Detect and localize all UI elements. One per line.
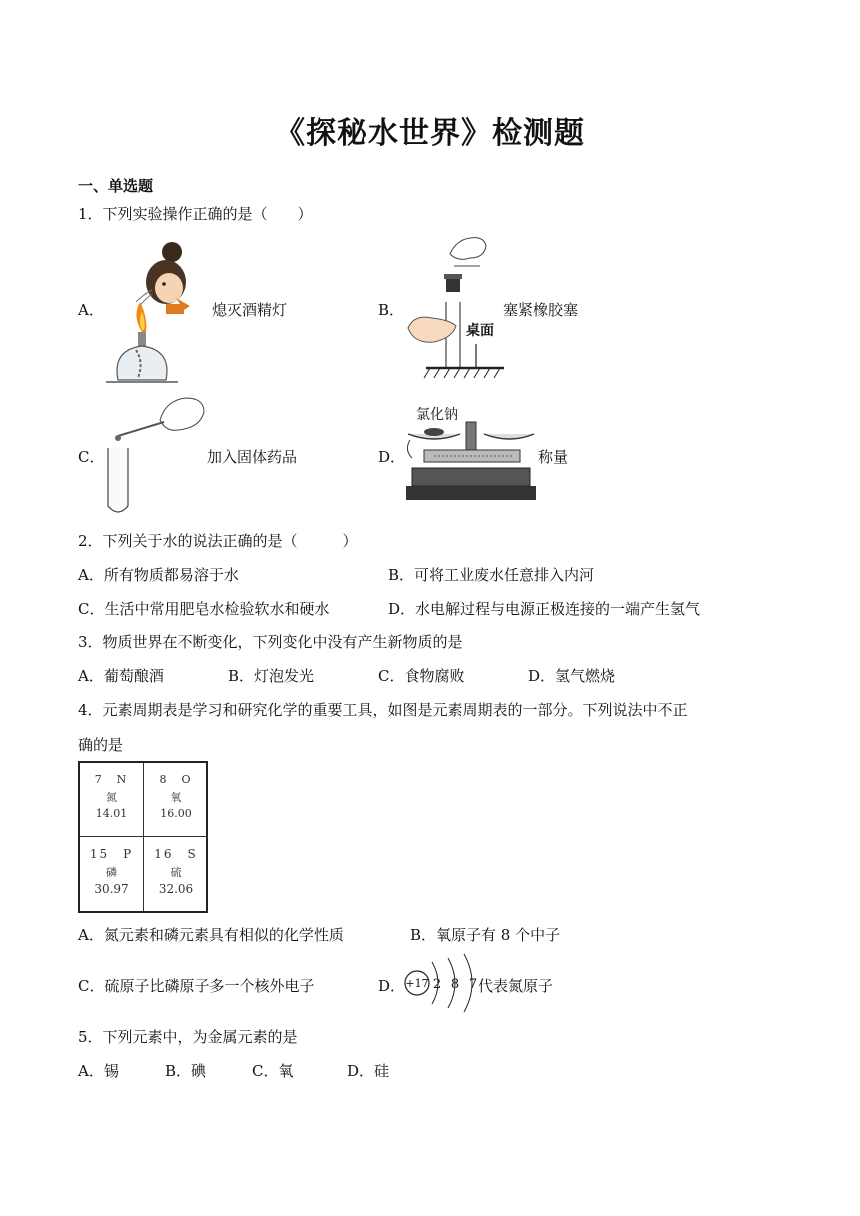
question-4-stem-line2: 确的是 [78, 736, 124, 754]
q1-option-b-image-label: 桌面 [466, 323, 494, 339]
q1-option-d-image-label: 氯化钠 [416, 407, 458, 423]
q1-option-a-label: 熄灭酒精灯 [212, 301, 288, 319]
q1-option-c-image [100, 394, 206, 518]
q2-option-a: A．所有物质都易溶于水 [78, 566, 239, 584]
q3-option-b: B．灯泡发光 [228, 667, 315, 685]
q5-option-c: C．氧 [252, 1062, 294, 1080]
element-symbol: 8 O [159, 773, 193, 786]
q1-option-b-letter: B． [378, 301, 405, 319]
element-name: 硫 [170, 866, 182, 879]
element-symbol: 7 N [94, 773, 129, 786]
q1-option-d-image [404, 420, 538, 504]
question-5-stem: 5．下列元素中，为金属元素的是 [78, 1028, 298, 1046]
q4-option-c: C．硫原子比磷原子多一个核外电子 [78, 977, 315, 995]
q5-option-d: D．硅 [347, 1062, 390, 1080]
q1-option-b-image [404, 232, 504, 382]
element-mass: 30.97 [94, 882, 129, 896]
q1-option-c-letter: C． [78, 448, 105, 466]
q4-option-a: A．氮元素和磷元素具有相似的化学性质 [78, 926, 344, 944]
q4-option-d-suffix: 代表氮原子 [478, 977, 554, 995]
q3-option-a: A．葡萄酿酒 [78, 667, 164, 685]
electron-shell-3: 7 [468, 977, 478, 992]
element-name: 氧 [170, 791, 182, 804]
electron-shell-1: 2 [432, 977, 442, 992]
q1-option-a-image [106, 232, 206, 384]
q3-option-c: C．食物腐败 [378, 667, 465, 685]
q2-option-d: D．水电解过程与电源正极连接的一端产生氢气 [388, 600, 701, 618]
q1-option-a-letter: A． [78, 301, 104, 319]
element-cell-nitrogen [80, 763, 144, 837]
q3-option-d: D．氢气燃烧 [528, 667, 616, 685]
element-mass: 14.01 [95, 807, 128, 820]
q1-option-c-label: 加入固体药品 [207, 448, 298, 466]
page-title: 《探秘水世界》检测题 [275, 116, 585, 151]
element-mass: 32.06 [158, 882, 194, 896]
q2-option-c: C．生活中常用肥皂水检验软水和硬水 [78, 600, 330, 618]
atom-structure-diagram [400, 952, 480, 1014]
element-symbol: 16 S [154, 847, 198, 861]
question-2-stem: 2．下列关于水的说法正确的是（ ） [78, 532, 358, 550]
atom-nucleus-label: +17 [405, 977, 429, 990]
question-1-stem: 1．下列实验操作正确的是（ ） [78, 205, 313, 223]
section-heading: 一、单选题 [78, 177, 154, 195]
element-cell-phosphorus [80, 837, 144, 911]
question-3-stem: 3．物质世界在不断变化，下列变化中没有产生新物质的是 [78, 633, 463, 651]
element-name: 磷 [106, 866, 117, 879]
q2-option-b: B．可将工业废水任意排入内河 [388, 566, 595, 584]
q1-option-d-letter: D． [378, 448, 406, 466]
element-symbol: 15 P [89, 847, 134, 861]
q5-option-b: B．碘 [165, 1062, 207, 1080]
periodic-table-excerpt [78, 761, 208, 913]
element-cell-sulfur [144, 837, 208, 911]
element-name: 氮 [106, 791, 117, 804]
electron-shell-2: 8 [450, 977, 460, 992]
question-4-stem-line1: 4．元素周期表是学习和研究化学的重要工具，如图是元素周期表的一部分。下列说法中不正 [78, 701, 688, 719]
q5-option-a: A．锡 [78, 1062, 119, 1080]
element-cell-oxygen [144, 763, 208, 837]
q1-option-d-label: 称量 [538, 448, 569, 466]
element-mass: 16.00 [160, 807, 192, 820]
q4-option-b: B．氧原子有 8 个中子 [410, 926, 561, 944]
q1-option-b-label: 塞紧橡胶塞 [503, 301, 579, 319]
q4-option-d-letter: D． [378, 977, 406, 995]
